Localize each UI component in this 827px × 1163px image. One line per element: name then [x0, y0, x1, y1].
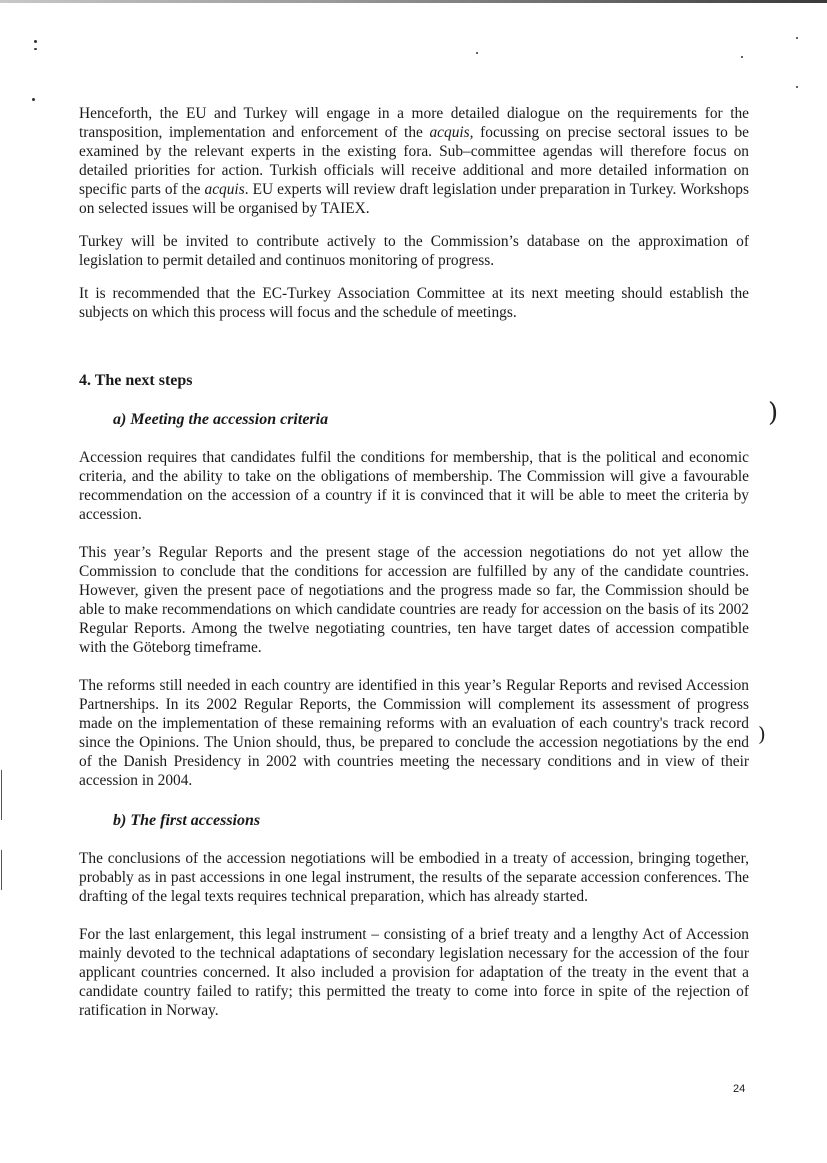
subsection-b-heading [79, 812, 749, 830]
scan-speck [796, 37, 798, 39]
margin-bracket-mark: ) [768, 398, 779, 428]
text-run: Turkey will be invited to contribute actively to the Commission’s database on the approximation of legislation to permit detailed and continuos monitoring of progress. [79, 233, 749, 269]
subsection-a-paragraph-1: Accession requires that candidates fulfil the conditions for membership, that is the political and economic criteria, and the ability to take on the obligations of membership. The Commission will give a favourable recommendation on the accession of a country if it is convinced that it will be able to meet the criteria by accession. [79, 449, 749, 523]
subsection-a-paragraph-3: The reforms still needed in each country are identified in this year’s Regular Reports and revised Accession Partnerships. In its 2002 Regular Reports, the Commission will complement its assessment of progress made on the implementation of these remaining reforms with an evaluation of each country's track record since the Opinions. The Union should, thus, be prepared to conclude the accession negotiations by the end of the Danish Presidency in 2002 with countries meeting the necessary conditions and in view of their accession in 2004. [79, 677, 749, 789]
page-number: 24 [733, 1083, 746, 1095]
scan-speck [476, 52, 478, 54]
scan-speck [34, 40, 37, 43]
scan-speck [32, 98, 35, 101]
text-run-italic: acquis [204, 181, 245, 198]
text-run: focussing on precise sectoral issues to be examined by the relevant experts in the existing fora. Sub–committee agendas will therefore focus on detailed priorities for action. Turkish officials will receive additional and more detailed information on specific parts of the [79, 124, 749, 198]
text-run-italic: acquis, [429, 124, 474, 141]
scan-left-edge-line [1, 850, 2, 890]
scan-speck [741, 56, 743, 58]
scan-speck [34, 48, 37, 50]
text-run: first [160, 812, 187, 829]
intro-paragraph-1 [79, 104, 749, 218]
scan-top-border [0, 0, 827, 3]
text-run: . EU experts will review draft legislation under preparation in Turkey. Workshops on selected issues will be organised by TAIEX. [79, 181, 749, 217]
subsection-b-paragraph-1: The conclusions of the accession negotiations will be embodied in a treaty of accession, bringing together, probably as in past accessions in one legal instrument, the results of the separate accession conferences. The drafting of the legal texts requires technical preparation, which has already started. [79, 850, 749, 905]
subsection-a-heading: a) Meeting the accession criteria [113, 411, 329, 428]
scan-speck [796, 86, 798, 88]
document-page [79, 104, 749, 1020]
subsection-a-paragraph-2: This year’s Regular Reports and the present stage of the accession negotiations do not yet allow the Commission to conclude that the conditions for accession are fulfilled by any of the candidate countries. However, given the present pace of negotiations and the progress made so far, the Commission should be able to make recommendations on which candidate countries are ready for accession on the basis of its 2002 Regular Reports. Among the twelve negotiating countries, ten have target dates of accession compatible with the Göteborg timeframe. [79, 544, 749, 656]
text-run: accessions [186, 812, 261, 829]
scan-left-edge-line [1, 770, 2, 820]
intro-paragraph-3 [79, 284, 749, 322]
subsection-b-paragraph-2: For the last enlargement, this legal instrument – consisting of a brief treaty and a lengthy Act of Accession mainly devoted to the technical adaptations of secondary legislation necessary for the accession of the four applicant countries concerned. It also included a provision for adaptation of the treaty in the event that a candidate country failed to ratify; this permitted the treaty to come into force in spite of the rejection of ratification in Norway. [79, 926, 749, 1019]
text-run: It is recommended that the EC-Turkey Association Committee at its next meeting should establish the subjects on which this process will focus and the schedule of meetings. [79, 285, 749, 321]
text-run: b) The [113, 812, 161, 829]
margin-bracket-mark: ) [758, 722, 766, 746]
text-run: Henceforth, the EU and Turkey will engage in a more detailed dialogue on the requirements for the transposition, implementation and enforcement of the [79, 105, 749, 141]
section-heading: 4. The next steps [79, 372, 193, 389]
intro-paragraph-2 [79, 232, 749, 270]
